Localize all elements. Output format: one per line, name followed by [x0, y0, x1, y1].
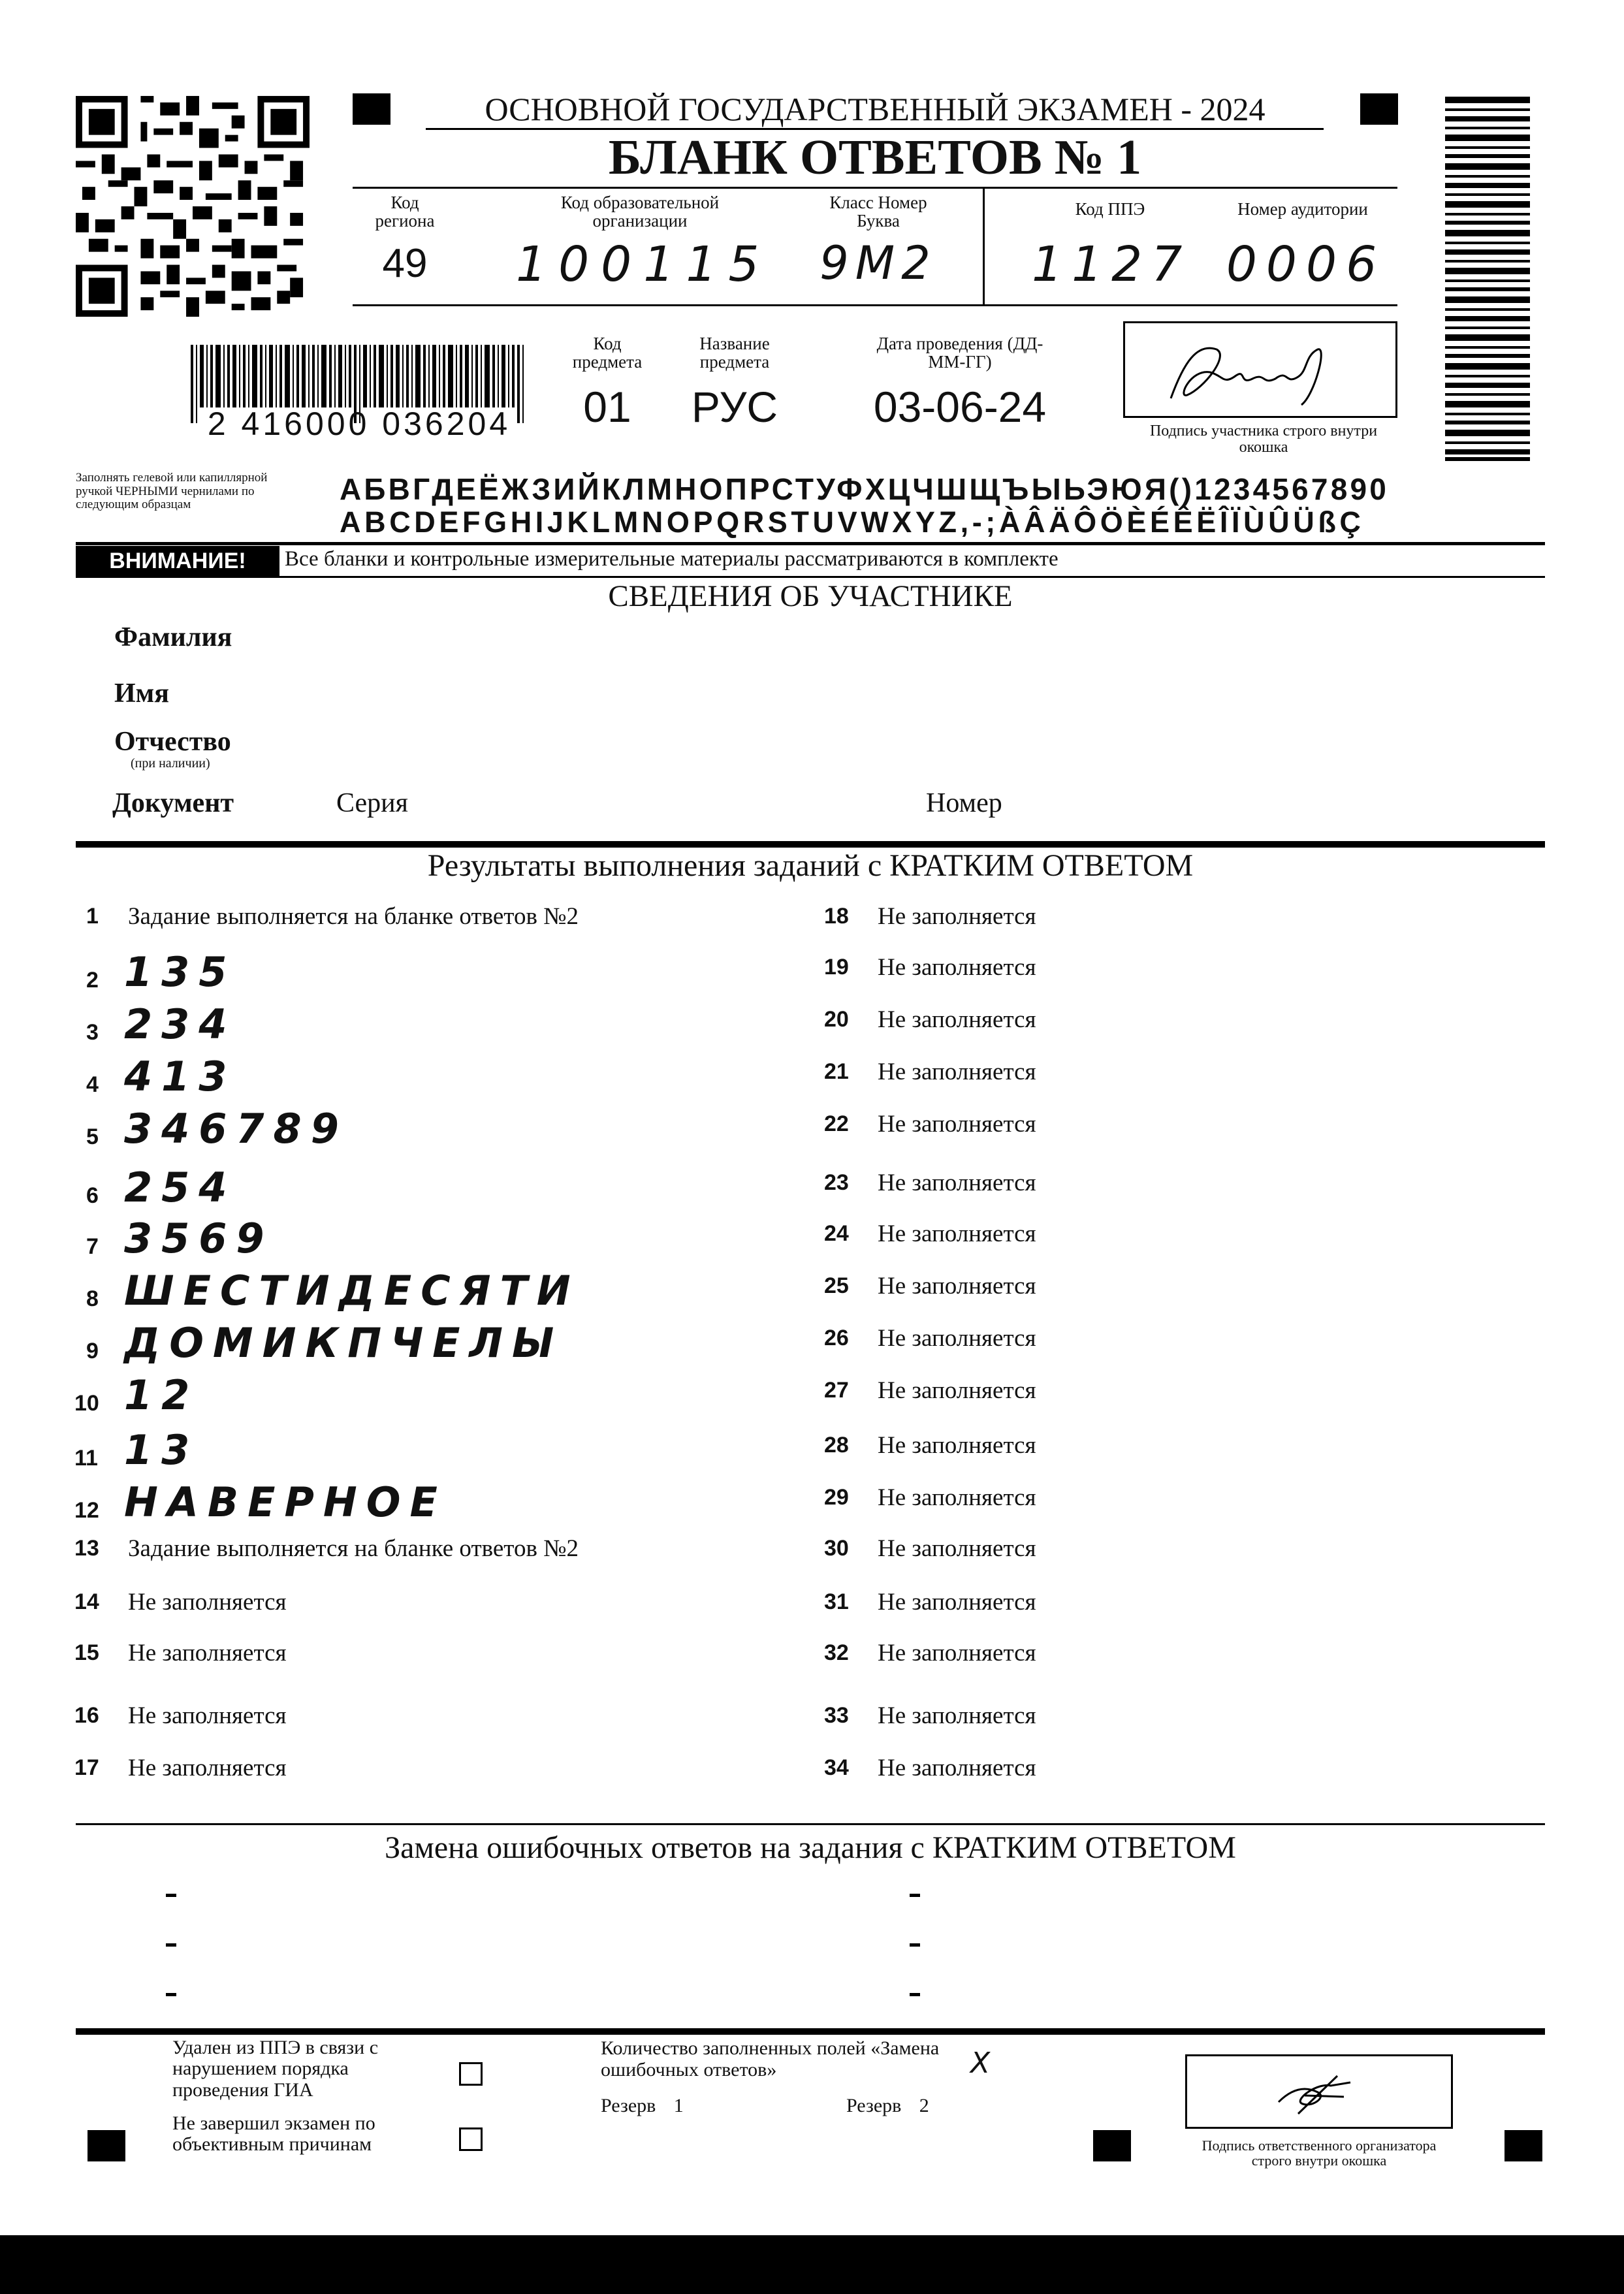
answer-row-14[interactable] [76, 1588, 794, 1634]
answer-number: 32 [824, 1640, 849, 1665]
answer-value: 234 [124, 1000, 236, 1048]
attention-text: Все бланки и контрольные измерительные материалы рассматриваются в комплекте [285, 547, 1059, 571]
answer-number: 15 [74, 1640, 99, 1665]
answer-row-1[interactable] [76, 902, 794, 948]
side-barcode [1445, 97, 1530, 461]
answer-row-2[interactable] [76, 948, 794, 999]
number-label: Номер [926, 788, 1002, 818]
answer-number: 16 [74, 1703, 99, 1728]
alignment-marker-bottom-right [1505, 2130, 1542, 2161]
scan-bottom-edge [0, 2235, 1624, 2294]
ppe-label: Код ППЭ [1075, 199, 1145, 219]
codes-top-line [353, 187, 1397, 189]
answer-row-22 [824, 1110, 1477, 1149]
answer-note: Задание выполняется на бланке ответов №2 [128, 1535, 579, 1562]
answer-note: Не заполняется [878, 1377, 1036, 1404]
answer-value: ШЕСТИДЕСЯТИ [124, 1267, 580, 1314]
answer-value: 135 [124, 948, 236, 996]
subject-name-value: РУС [691, 383, 778, 431]
removed-label: Удален из ППЭ в связи с нарушением порядка проведения ГИА [172, 2037, 379, 2101]
participant-signature-box[interactable] [1123, 321, 1397, 418]
replacement-field-left-2[interactable] [166, 1943, 176, 1947]
answer-number: 14 [74, 1589, 99, 1614]
alignment-marker-top-right [1360, 93, 1398, 125]
answer-row-9[interactable] [76, 1319, 794, 1370]
answer-value: 13 [124, 1426, 199, 1474]
answer-value: 12 [124, 1371, 199, 1419]
answer-number: 10 [74, 1391, 99, 1416]
answer-number: 8 [86, 1286, 99, 1311]
answer-note: Задание выполняется на бланке ответов №2 [128, 903, 579, 930]
answer-row-17[interactable] [76, 1754, 794, 1800]
org-value: 100115 [516, 236, 771, 293]
answer-number: 28 [824, 1433, 849, 1458]
exam-date-label: Дата проведения (ДД-ММ-ГГ) [876, 334, 1043, 372]
patronymic-label: Отчество [114, 727, 231, 757]
answer-row-5[interactable] [76, 1105, 794, 1156]
replacement-section-title: Замена ошибочных ответов на задания с КРАТКИМ ОТВЕТОМ [385, 1830, 1236, 1865]
class-value: 9М2 [820, 236, 937, 290]
participant-signature-caption: Подпись участника строго внутри окошка [1149, 422, 1378, 456]
answer-number: 7 [86, 1234, 99, 1259]
answer-row-16[interactable] [76, 1702, 794, 1747]
answer-row-4[interactable] [76, 1053, 794, 1104]
answer-note: Не заполняется [878, 1220, 1036, 1247]
form-title: БЛАНК ОТВЕТОВ № 1 [608, 130, 1142, 185]
results-bottom-line [76, 1823, 1545, 1825]
answer-note: Не заполняется [878, 903, 1036, 930]
replacement-field-left-1[interactable] [166, 1894, 176, 1897]
answer-note: Не заполняется [878, 1484, 1036, 1511]
attention-bottom-line [76, 576, 1545, 578]
answer-note: Не заполняется [128, 1589, 287, 1616]
participant-signature [1125, 323, 1395, 416]
answer-number: 5 [86, 1124, 99, 1149]
answer-number: 22 [824, 1111, 849, 1136]
participant-section-title: СВЕДЕНИЯ ОБ УЧАСТНИКЕ [608, 579, 1013, 613]
codes-bottom-line [353, 304, 1397, 306]
codes-divider [983, 187, 985, 306]
answer-note: Не заполняется [878, 1170, 1036, 1196]
answer-row-12[interactable] [74, 1478, 794, 1529]
alignment-marker-top-left [353, 93, 390, 125]
answer-row-34 [824, 1754, 1477, 1793]
answer-number: 3 [86, 1020, 99, 1045]
replacement-field-right-2[interactable] [910, 1943, 920, 1947]
answer-number: 17 [74, 1755, 99, 1780]
answer-note: Не заполняется [878, 1059, 1036, 1085]
room-value: 0006 [1226, 236, 1386, 293]
answer-number: 13 [74, 1536, 99, 1561]
not-finished-checkbox[interactable] [459, 2127, 483, 2151]
answer-row-20 [824, 1006, 1477, 1045]
exam-date-value: 03-06-24 [873, 383, 1047, 431]
organizer-signature-caption: Подпись ответственного организатора строго внутри окошка [1202, 2137, 1437, 2169]
answer-value: 3569 [124, 1215, 274, 1262]
answer-note: Не заполняется [878, 1273, 1036, 1299]
answer-note: Не заполняется [128, 1702, 287, 1729]
answer-value: НАВЕРНОЕ [124, 1478, 447, 1526]
name-label: Имя [114, 678, 169, 709]
answer-number: 34 [824, 1755, 849, 1780]
answer-number: 23 [824, 1170, 849, 1195]
answer-note: Не заполняется [878, 1755, 1036, 1781]
answer-note: Не заполняется [878, 1702, 1036, 1729]
alignment-marker-bottom-left [88, 2130, 125, 2161]
footer-top-line [76, 2028, 1545, 2035]
answer-number: 21 [824, 1059, 849, 1084]
answer-note: Не заполняется [878, 1589, 1036, 1616]
answer-row-10[interactable] [74, 1371, 794, 1422]
replacement-field-right-1[interactable] [910, 1894, 920, 1897]
answer-row-3[interactable] [76, 1000, 794, 1051]
answer-row-23 [824, 1169, 1477, 1208]
answer-row-26 [824, 1324, 1477, 1363]
replacement-count-value: X [970, 2047, 991, 2080]
answer-note: Не заполняется [128, 1755, 287, 1781]
class-label: Класс Номер Буква [829, 193, 927, 231]
answer-number: 12 [74, 1498, 99, 1523]
answer-value: 254 [124, 1164, 236, 1211]
subject-code-label: Код предмета [572, 334, 643, 372]
answer-number: 9 [86, 1339, 99, 1363]
answer-number: 24 [824, 1221, 849, 1246]
answer-note: Не заполняется [878, 1640, 1036, 1666]
answer-row-31 [824, 1588, 1477, 1627]
replacement-field-right-3[interactable] [910, 1993, 920, 1996]
attention-top-line [76, 542, 1545, 545]
sample-row-latin: ABCDEFGHIJKLMNOPQRSTUVWXYZ,-;ÀÂÄÔÖÈÉÊËÎÏÙÛÜßÇ [340, 505, 1365, 539]
sample-row-cyrillic: АБВГДЕЁЖЗИЙКЛМНОПРСТУФХЦЧШЩЪЫЬЭЮЯ()1234567890 [340, 472, 1390, 506]
answer-row-27 [824, 1377, 1477, 1416]
replacement-count-label: Количество заполненных полей «Замена ошибочных ответов» [601, 2037, 940, 2080]
room-label: Номер аудитории [1237, 199, 1368, 219]
not-finished-label: Не завершил экзамен по объективным причинам [172, 2112, 375, 2156]
answer-row-18 [824, 902, 1477, 942]
org-label: Код образовательной организации [560, 193, 720, 231]
answer-note: Не заполняется [878, 1325, 1036, 1352]
answer-row-13[interactable] [76, 1535, 794, 1580]
organizer-signature-box[interactable] [1185, 2054, 1453, 2129]
answer-note: Не заполняется [128, 1640, 287, 1666]
document-label: Документ [112, 788, 234, 818]
exam-title: ОСНОВНОЙ ГОСУДАРСТВЕННЫЙ ЭКЗАМЕН - 2024 [485, 91, 1266, 127]
replacement-field-left-3[interactable] [166, 1993, 176, 1996]
results-top-line [76, 841, 1545, 848]
answer-row-19 [824, 953, 1477, 993]
barcode-number: 2 416000 036204 [207, 406, 511, 442]
surname-label: Фамилия [114, 622, 232, 652]
ppe-value: 1127 [1032, 236, 1192, 293]
answer-row-11[interactable] [74, 1426, 794, 1477]
answer-number: 25 [824, 1273, 849, 1298]
sample-instruction: Заполнять гелевой или капиллярной ручкой ЧЕРНЫМИ чернилами по следующим образцам [76, 471, 268, 512]
answer-row-29 [824, 1484, 1477, 1523]
answer-number: 20 [824, 1007, 849, 1032]
answer-number: 33 [824, 1703, 849, 1728]
answer-row-8[interactable] [76, 1267, 794, 1318]
answer-number: 31 [824, 1589, 849, 1614]
answer-number: 18 [824, 904, 849, 929]
answer-row-24 [824, 1220, 1477, 1259]
alignment-marker-bottom-center [1093, 2130, 1131, 2161]
answer-row-7[interactable] [76, 1215, 794, 1266]
answer-row-15[interactable] [76, 1639, 794, 1685]
answer-number: 26 [824, 1326, 849, 1350]
qr-code [76, 95, 310, 317]
answer-number: 6 [86, 1183, 99, 1208]
answer-note: Не заполняется [878, 1432, 1036, 1459]
answer-row-33 [824, 1702, 1477, 1741]
answer-note: Не заполняется [878, 954, 1036, 981]
reserve-1-label: Резерв 1 [601, 2095, 684, 2116]
answer-number: 19 [824, 955, 849, 980]
answer-note: Не заполняется [878, 1535, 1036, 1562]
patronymic-note: (при наличии) [131, 756, 210, 771]
organizer-signature [1187, 2056, 1451, 2127]
region-value: 49 [382, 241, 428, 286]
answer-number: 30 [824, 1536, 849, 1561]
answer-value: ДОМИКПЧЕЛЫ [124, 1319, 564, 1367]
series-label: Серия [336, 788, 408, 818]
answer-number: 11 [74, 1446, 98, 1471]
answer-row-32 [824, 1639, 1477, 1678]
region-label: Код региона [375, 193, 435, 231]
answer-value: 346789 [124, 1105, 348, 1153]
answer-value: 413 [124, 1053, 236, 1100]
answer-number: 1 [86, 904, 99, 929]
removed-checkbox[interactable] [459, 2062, 483, 2086]
attention-label: ВНИМАНИЕ! [76, 546, 279, 576]
answer-row-28 [824, 1431, 1477, 1471]
subject-code-value: 01 [583, 383, 631, 431]
answer-row-21 [824, 1058, 1477, 1097]
answer-number: 29 [824, 1485, 849, 1510]
answer-row-30 [824, 1535, 1477, 1574]
answer-row-25 [824, 1272, 1477, 1311]
answer-number: 2 [86, 968, 99, 993]
answer-note: Не заполняется [878, 1111, 1036, 1138]
subject-name-label: Название предмета [699, 334, 770, 372]
answer-number: 4 [86, 1072, 99, 1097]
answer-note: Не заполняется [878, 1006, 1036, 1033]
results-section-title: Результаты выполнения заданий с КРАТКИМ ОТВЕТОМ [427, 848, 1194, 883]
reserve-2-label: Резерв 2 [846, 2095, 929, 2116]
answer-number: 27 [824, 1378, 849, 1403]
answer-row-6[interactable] [76, 1164, 794, 1215]
